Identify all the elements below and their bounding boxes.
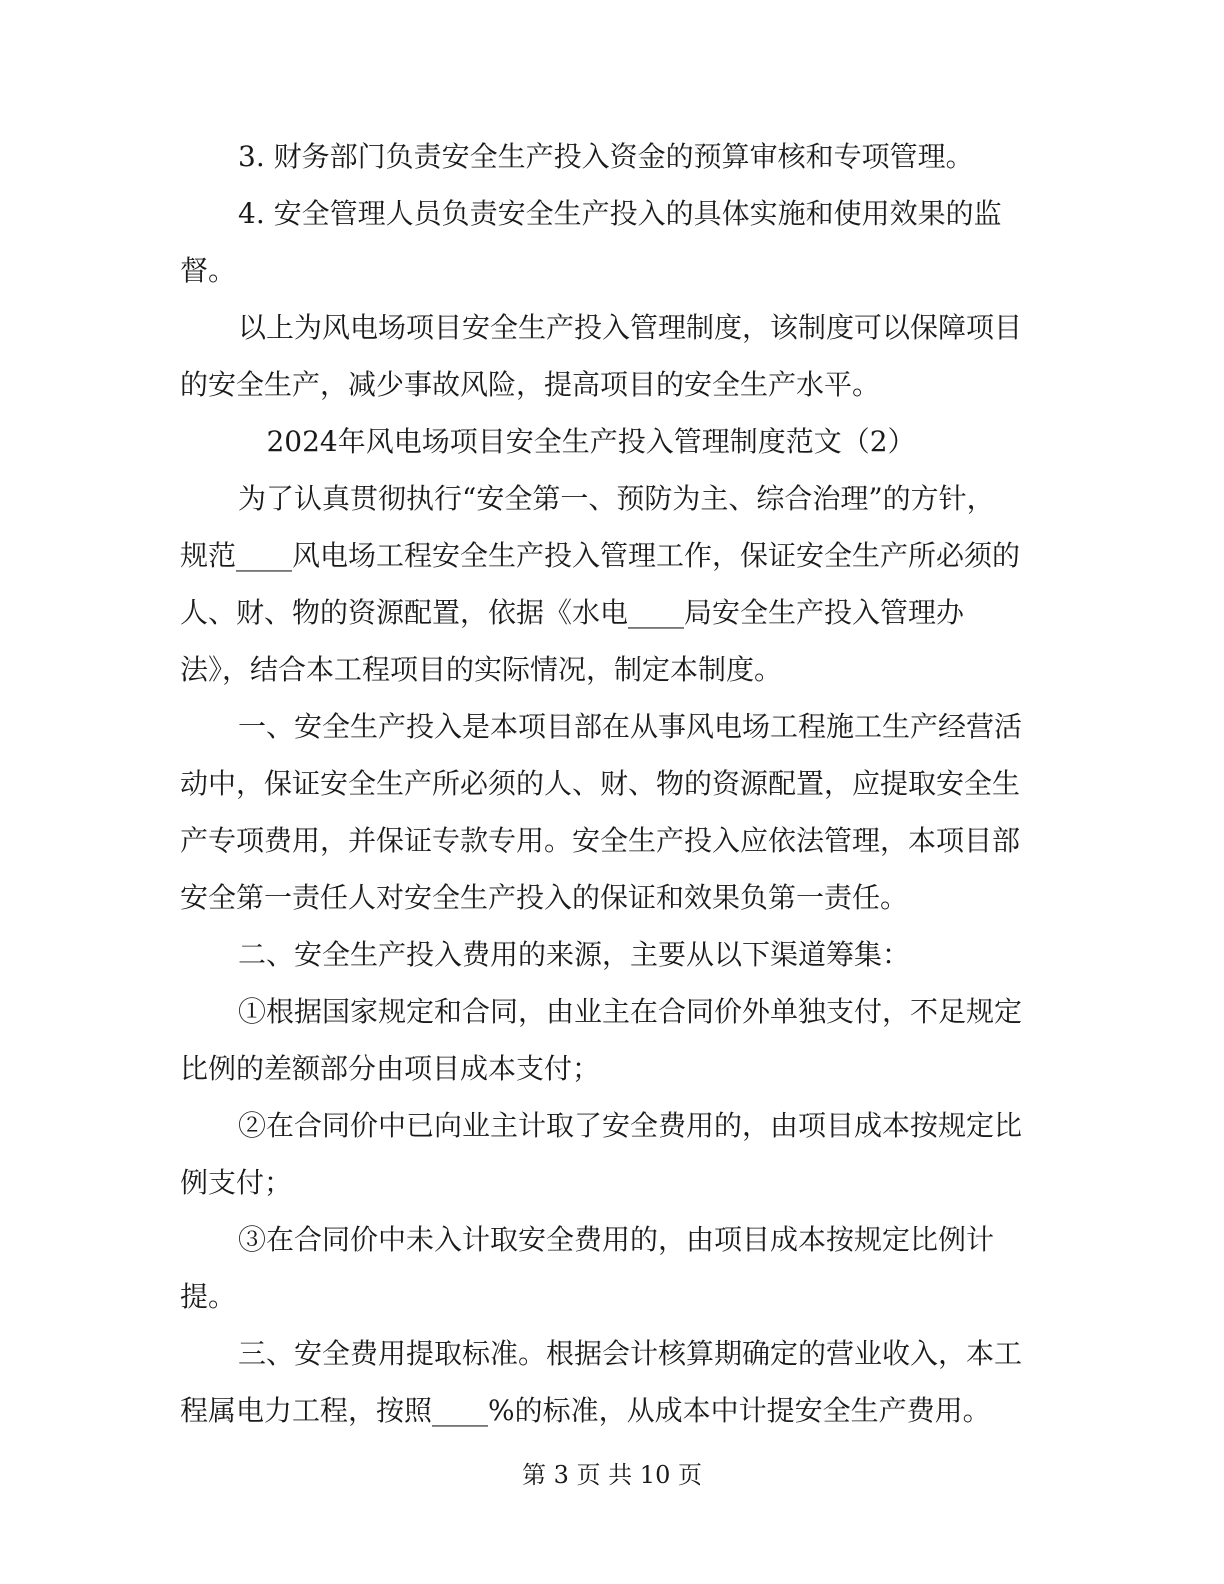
- paragraph-4: 为了认真贯彻执行“安全第一、预防为主、综合治理”的方针，规范____风电场工程安全生产投入管理工作，保证安全生产所必须的人、财、物的资源配置，依据《水电____局安全生产投入管理办法》，结合本工程项目的实际情况，制定本制度。: [180, 482, 1021, 686]
- paragraph-3: 以上为风电场项目安全生产投入管理制度，该制度可以保障项目的安全生产，减少事故风险，提高项目的安全生产水平。: [180, 311, 1023, 401]
- document-page: [180, 128, 1022, 1439]
- paragraph-1: 3. 财务部门负责安全生产投入资金的预算审核和专项管理。: [238, 140, 974, 173]
- paragraph-6: 二、安全生产投入费用的来源，主要从以下渠道筹集：: [238, 938, 911, 971]
- paragraph-5: 一、安全生产投入是本项目部在从事风电场工程施工生产经营活动中，保证安全生产所必须的人、财、物的资源配置，应提取安全生产专项费用，并保证专款专用。安全生产投入应依法管理，本项目部安全第一责任人对安全生产投入的保证和效果负第一责任。: [180, 710, 1023, 914]
- page-number-footer: 第 3 页 共 10 页: [522, 1461, 702, 1489]
- paragraph-7: ①根据国家规定和合同，由业主在合同价外单独支付，不足规定比例的差额部分由项目成本支付；: [180, 995, 1023, 1085]
- paragraph-2: 4. 安全管理人员负责安全生产投入的具体实施和使用效果的监督。: [180, 197, 1002, 287]
- paragraph-10: 三、安全费用提取标准。根据会计核算期确定的营业收入，本工程属电力工程，按照____%的标准，从成本中计提安全生产费用。: [180, 1337, 1023, 1427]
- section-heading: 2024年风电场项目安全生产投入管理制度范文（2）: [266, 425, 916, 458]
- paragraph-8: ②在合同价中已向业主计取了安全费用的，由项目成本按规定比例支付；: [180, 1109, 1023, 1199]
- paragraph-9: ③在合同价中未入计取安全费用的，由项目成本按规定比例计提。: [180, 1223, 995, 1313]
